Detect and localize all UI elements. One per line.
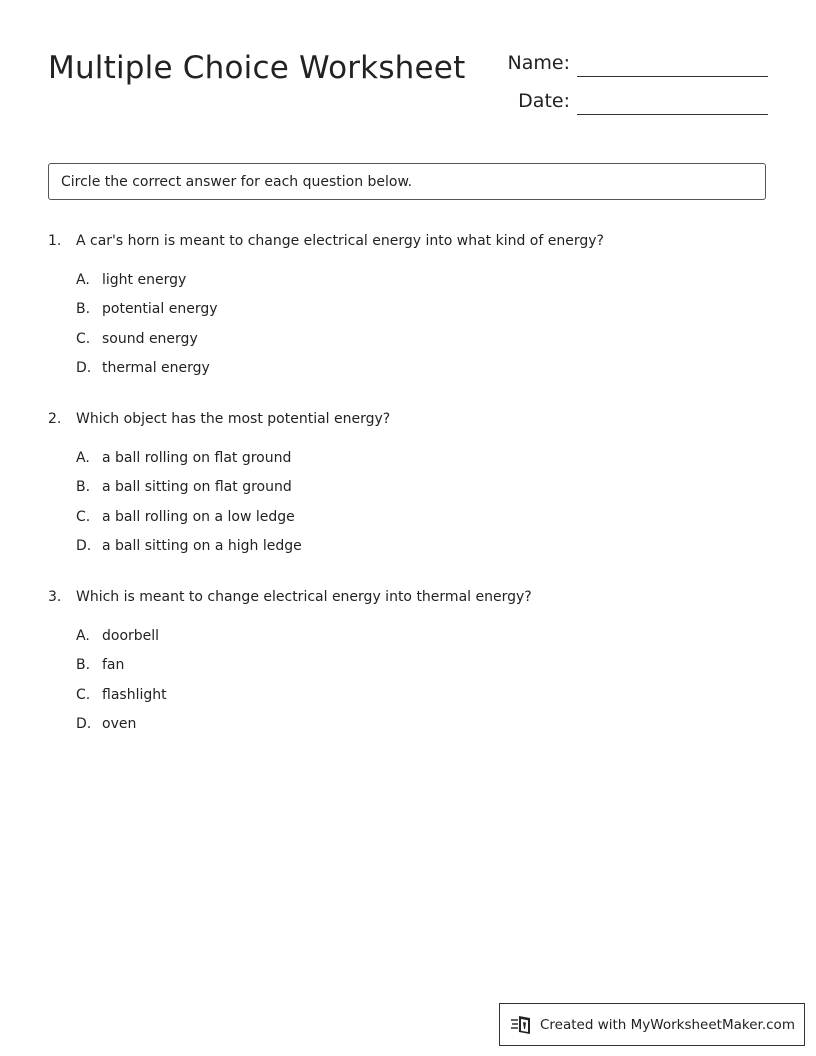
question-text: Which is meant to change electrical energy into thermal energy? (76, 589, 532, 605)
answer-option (48, 536, 768, 565)
question-3 (48, 587, 768, 743)
footer-badge (499, 1003, 805, 1046)
name-blank-line (577, 76, 768, 77)
option-text: fan (102, 657, 125, 674)
option-letter: A. (76, 272, 90, 288)
question-text: Which object has the most potential energy? (76, 411, 391, 427)
date-field (480, 88, 768, 116)
option-text: sound energy (102, 330, 198, 347)
footer-text: Created with MyWorksheetMaker.com (540, 1016, 795, 1033)
answer-option (48, 685, 768, 714)
question-number: 1. (48, 233, 62, 249)
answer-option (48, 329, 768, 358)
option-letter: D. (76, 359, 92, 376)
question-text: A car's horn is meant to change electrical energy into what kind of energy? (76, 233, 604, 249)
name-field (480, 50, 768, 78)
answer-option (48, 358, 768, 387)
answer-options (48, 270, 768, 387)
option-letter: A. (76, 628, 90, 644)
date-blank-line (577, 114, 768, 115)
option-letter: A. (76, 450, 90, 466)
option-text: doorbell (102, 628, 160, 644)
answer-option (48, 270, 768, 299)
option-text: flashlight (102, 686, 167, 703)
answer-option (48, 299, 768, 328)
option-letter: C. (76, 330, 91, 347)
worksheet-maker-logo-icon (510, 1014, 534, 1036)
date-label: Date: (518, 90, 570, 112)
answer-option (48, 448, 768, 477)
option-letter: C. (76, 686, 91, 703)
option-letter: B. (76, 479, 91, 496)
option-text: thermal energy (102, 359, 210, 376)
name-label: Name: (507, 52, 570, 74)
answer-option (48, 626, 768, 655)
option-text: potential energy (102, 301, 218, 318)
answer-options (48, 626, 768, 743)
option-text: oven (102, 715, 137, 732)
option-text: a ball sitting on flat ground (102, 479, 292, 496)
page-title: Multiple Choice Worksheet (48, 50, 466, 86)
instructions-box: Circle the correct answer for each question below. (48, 163, 766, 200)
question-prompt (48, 587, 768, 607)
question-prompt (48, 409, 768, 429)
question-number: 3. (48, 589, 62, 605)
option-letter: D. (76, 715, 92, 732)
option-text: light energy (102, 272, 187, 288)
answer-option (48, 655, 768, 684)
option-text: a ball rolling on flat ground (102, 450, 292, 466)
option-letter: C. (76, 508, 91, 525)
question-2 (48, 409, 768, 565)
question-number: 2. (48, 411, 62, 427)
answer-option (48, 477, 768, 506)
option-letter: B. (76, 301, 91, 318)
question-prompt (48, 231, 768, 251)
option-text: a ball rolling on a low ledge (102, 508, 295, 525)
option-letter: D. (76, 537, 92, 554)
option-letter: B. (76, 657, 91, 674)
option-text: a ball sitting on a high ledge (102, 537, 302, 554)
answer-option (48, 507, 768, 536)
answer-options (48, 448, 768, 565)
answer-option (48, 714, 768, 743)
question-1 (48, 231, 768, 387)
